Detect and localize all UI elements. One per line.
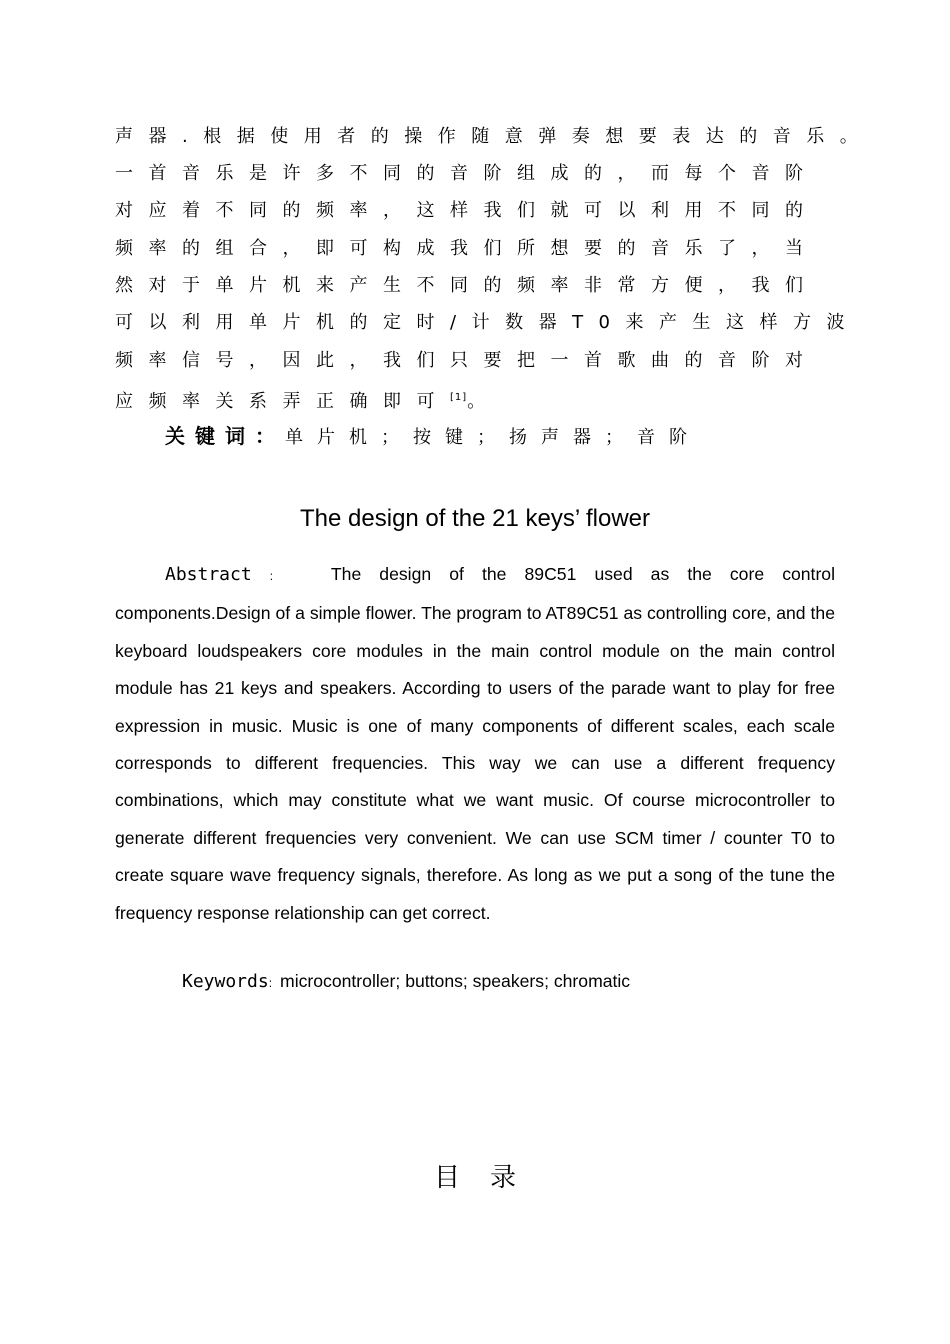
english-keywords-colon: : bbox=[268, 976, 273, 990]
english-keywords-text: microcontroller; buttons; speakers; chromatic bbox=[280, 971, 631, 991]
english-abstract-colon: : bbox=[269, 569, 274, 583]
english-keywords-label: Keywords bbox=[182, 971, 269, 992]
chinese-abstract-line-6: 可以利用单片机的定时/计数器T0来产生这样方波 bbox=[115, 312, 861, 333]
table-of-contents-title: 目录 bbox=[433, 1163, 546, 1193]
citation-reference: [1] bbox=[450, 392, 468, 403]
chinese-abstract-line-4: 频率的组合，即可构成我们所想要的音乐了，当 bbox=[115, 238, 819, 259]
chinese-abstract-line-8-text: 应频率关系弄正确即可 bbox=[115, 391, 450, 412]
chinese-keywords-text: 单片机；按键；扬声器；音阶 bbox=[285, 427, 701, 448]
english-abstract bbox=[115, 556, 835, 932]
english-abstract-label: Abstract bbox=[165, 564, 252, 585]
english-abstract-text: The design of the 89C51 used as the core control components.Design of a simple flower. The program to AT89C51 as controlling core, and the keyboard loudspeakers core modules in the main control module on the main control module has 21 keys and speakers. According to users of the parade want to play for free expression in music. Music is one of many components of different scales, each scale corresponds to different frequencies. This way we can use a different frequency combinations, which may constitute what we want music. Of course microcontroller to generate different frequencies very convenient. We can use SCM timer / counter T0 to create square wave frequency signals, therefore. As long as we put a song of the tune the frequency response relationship can get correct. bbox=[115, 564, 835, 923]
chinese-abstract-line-3: 对应着不同的频率，这样我们就可以利用不同的 bbox=[115, 200, 819, 221]
chinese-abstract-line-2: 一首音乐是许多不同的音阶组成的，而每个音阶 bbox=[115, 163, 819, 184]
chinese-abstract-line-1: 声器.根据使用者的操作随意弹奏想要表达的音乐。 bbox=[115, 126, 874, 147]
chinese-abstract-line-8 bbox=[115, 388, 835, 412]
english-keywords bbox=[182, 967, 630, 997]
chinese-abstract-line-7: 频率信号，因此，我们只要把一首歌曲的音阶对 bbox=[115, 350, 819, 371]
chinese-abstract-line-5: 然对于单片机来产生不同的频率非常方便，我们 bbox=[115, 275, 819, 296]
english-title: The design of the 21 keys’ flower bbox=[300, 505, 650, 532]
chinese-keywords bbox=[165, 426, 701, 448]
final-punctuation: 。 bbox=[467, 391, 501, 412]
chinese-keywords-label: 关键词： bbox=[165, 424, 285, 448]
